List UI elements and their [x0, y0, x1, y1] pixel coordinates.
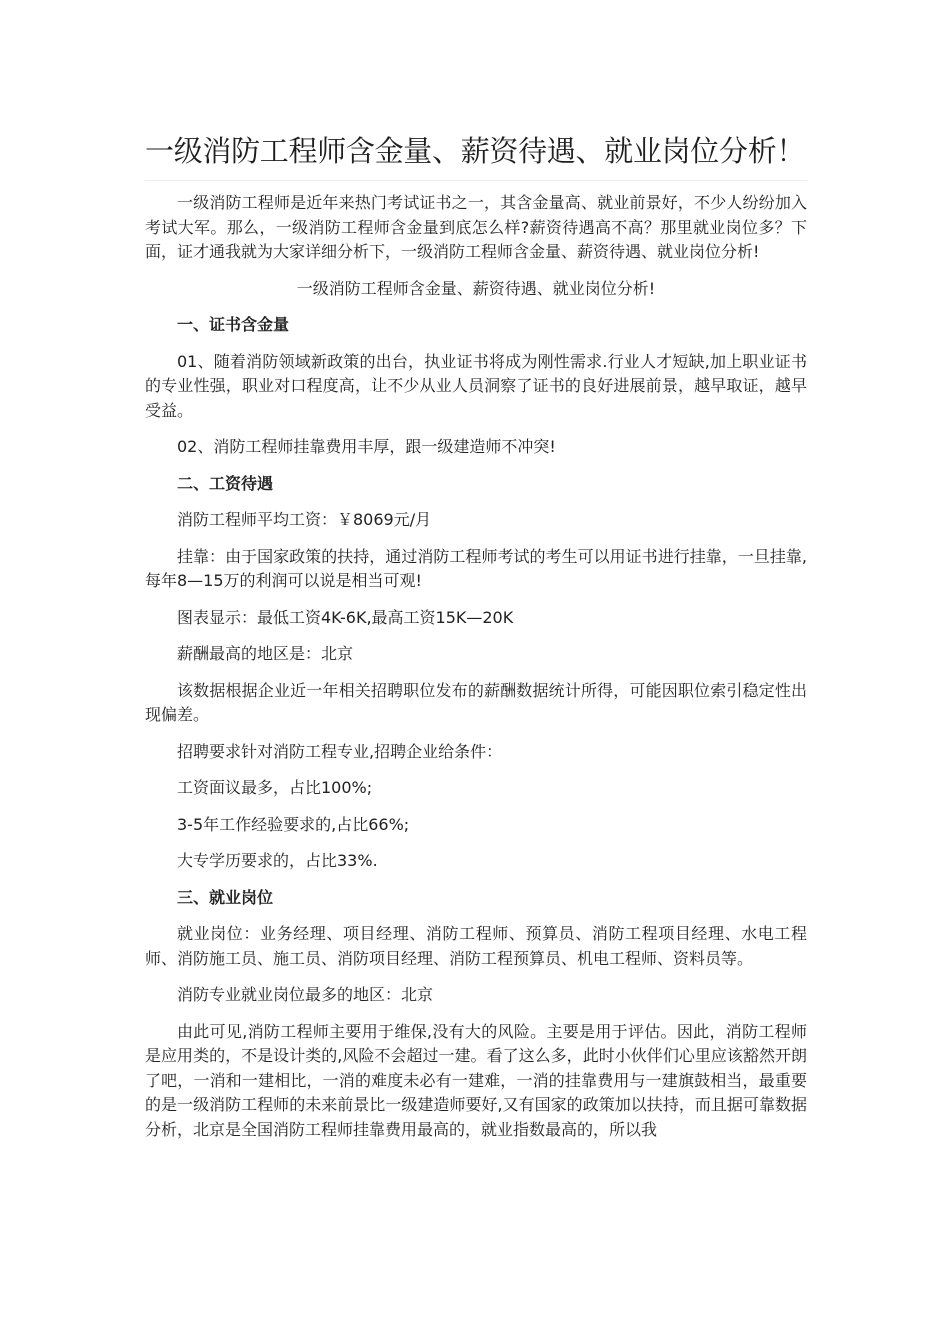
paragraph: 薪酬最高的地区是：北京: [177, 644, 354, 663]
paragraph: 招聘要求针对消防工程专业,招聘企业给条件：: [177, 741, 503, 761]
section-heading: 一、证书含金量: [177, 315, 290, 334]
page-title: 一级消防工程师含金量、薪资待遇、就业岗位分析！: [145, 128, 807, 181]
article-body: [145, 191, 807, 1142]
paragraph: 该数据根据企业近一年相关招聘职位发布的薪酬数据统计所得，可能因职位索引稳定性出现偏差。: [145, 680, 807, 724]
paragraph: 消防工程师平均工资：￥8069元/月: [177, 510, 432, 529]
paragraph: 就业岗位：业务经理、项目经理、消防工程师、预算员、消防工程项目经理、水电工程师、消防施工员、施工员、消防项目经理、消防工程预算员、机电工程师、资料员等。: [145, 924, 807, 968]
paragraph: 02、消防工程师挂靠费用丰厚，跟一级建造师不冲突!: [177, 437, 556, 456]
paragraph: 工资面议最多，占比100%;: [177, 778, 373, 797]
document-page: [145, 128, 807, 1154]
section-heading: 二、工资待遇: [177, 473, 274, 493]
paragraph: 大专学历要求的，占比33%.: [177, 851, 378, 870]
section-heading: 三、就业岗位: [177, 887, 274, 907]
paragraph: 由此可见,消防工程师主要用于维保,没有大的风险。主要是用于评估。因此，消防工程师是应用类的，不是设计类的,风险不会超过一建。看了这么多，此时小伙伴们心里应该豁然开朗了吧，一消和一建相比，一消的难度未必有一建难，一消的挂靠费用与一建旗鼓相当，最重要的是一级消防工程师的未来前景比一级建造师要好,又有国家的政策加以扶持，而且据可靠数据分析，北京是全国消防工程师挂靠费用最高的，就业指数最高的，所以我: [145, 1021, 807, 1139]
paragraph: 挂靠：由于国家政策的扶持，通过消防工程师考试的考生可以用证书进行挂靠，一旦挂靠,每年8—15万的利润可以说是相当可观!: [145, 546, 807, 590]
image-caption: 一级消防工程师含金量、薪资待遇、就业岗位分析!: [296, 278, 656, 298]
paragraph: 消防专业就业岗位最多的地区：北京: [177, 985, 434, 1004]
paragraph: 01、随着消防领域新政策的出台，执业证书将成为刚性需求.行业人才短缺,加上职业证书的专业性强，职业对口程度高，让不少从业人员洞察了证书的良好进展前景，越早取证，越早受益。: [145, 351, 807, 420]
paragraph: 3-5年工作经验要求的,占比66%;: [177, 814, 410, 834]
paragraph: 一级消防工程师是近年来热门考试证书之一，其含金量高、就业前景好，不少人纷纷加入考试大军。那么，一级消防工程师含金量到底怎么样?薪资待遇高不高？那里就业岗位多？下面，证才通我就为大家详细分析下，一级消防工程师含金量、薪资待遇、就业岗位分析!: [145, 193, 807, 261]
paragraph: 图表显示：最低工资4K-6K,最高工资15K—20K: [177, 607, 514, 627]
